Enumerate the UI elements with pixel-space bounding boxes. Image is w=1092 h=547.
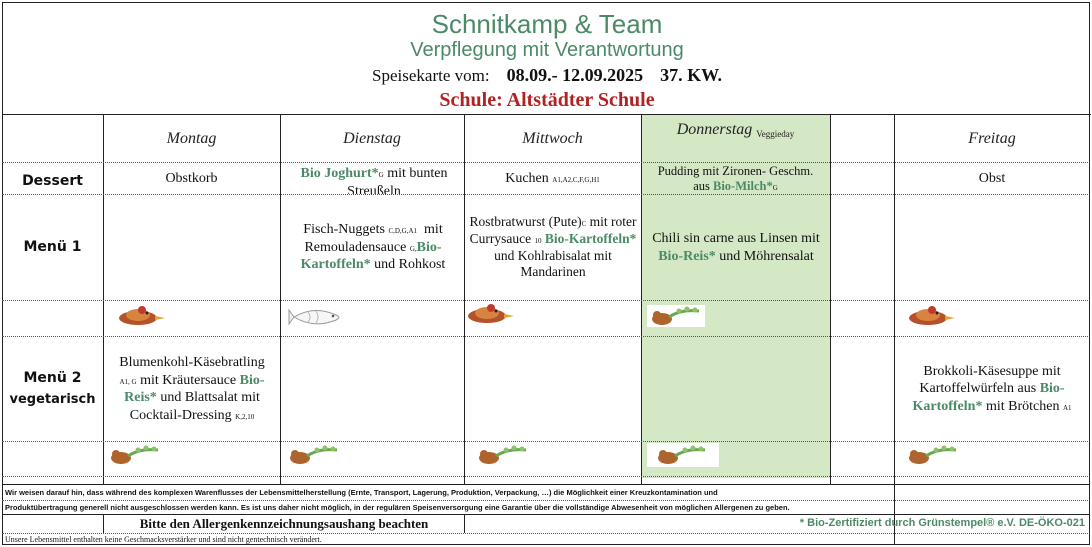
footer-disclaimer-1: Wir weisen darauf hin, dass während des komplexen Warenflusses der Lebensmittelherstellung (Ernte, Transport, Lagerung, Produktion, Verpackung, …) die Möglichkeit einer Kreuzkontamination und (5, 488, 718, 497)
day-header-wednesday: Mittwoch (522, 129, 583, 147)
veggie-animal-icon (655, 443, 711, 467)
menu1-thursday: Chili sin carne aus Linsen mit Bio-Reis* und Möhrensalat (652, 231, 820, 264)
footer-disclaimer-2: Produktübertragung generell nicht ausgeschlossen werden kann. Es ist uns daher nicht möglich, in der regulären Speisenversorgung eine Garantie über die vollständige Abwesenheit von möglichen Allergenen zu geben. (5, 503, 790, 512)
grid-line (2, 500, 1090, 501)
row-label-menu1: Menü 1 (23, 238, 82, 255)
grid-line (2, 484, 1090, 485)
grid-line (280, 114, 281, 484)
grid-line (464, 515, 465, 533)
company-name: Schnitkamp & Team (431, 9, 663, 39)
dessert-friday: Obst (978, 170, 1006, 186)
week-number: 37. KW. (660, 65, 722, 85)
dessert-wednesday: Kuchen A1,A2,C,F,G,H1 (505, 170, 600, 186)
veggie-animal-icon (649, 305, 705, 327)
chicken-icon (463, 299, 515, 325)
menu-label: Speisekarte vom: (372, 66, 490, 85)
grid-line (2, 476, 1090, 477)
veggie-animal-icon (906, 443, 962, 467)
bio-certification: * Bio-Zertifiziert durch Grünstempel® e.V. DE-ÖKO-021 (799, 517, 1085, 529)
day-header-thursday: Donnerstag Veggieday (676, 121, 795, 139)
dessert-tuesday: Bio Joghurt*G mit bunten Streußeln (300, 166, 448, 194)
veggie-animal-icon (287, 443, 343, 467)
day-header-friday: Freitag (968, 129, 1016, 147)
tagline: Verpflegung mit Verantwortung (410, 39, 684, 61)
header (3, 3, 1091, 115)
dessert-thursday: Pudding mit Zironen- Geschm. aus Bio-Milch*G (657, 163, 814, 193)
veggie-animal-icon (108, 443, 164, 467)
footer-note: Unsere Lebensmittel enthalten keine Geschmacksverstärker und sind nicht gentechnisch verändert. (5, 535, 322, 544)
menu1-tuesday: Fisch-Nuggets C,D,G,A1 mit Remouladensauce G,Bio-Kartoffeln* und Rohkost (300, 222, 446, 273)
allergen-notice: Bitte den Allergenkennzeichnungsaushang beachten (139, 516, 429, 531)
menu-dates (3, 65, 1091, 86)
grid-line (2, 533, 1090, 534)
school-name: Schule: Altstädter Schule (439, 89, 655, 111)
grid-line (830, 114, 831, 484)
menu2-monday: Blumenkohl-Käsebratling A1, G mit Kräutersauce Bio-Reis* und Blattsalat mit Cocktail-Dressing K,2,10 (119, 355, 265, 423)
fish-icon (288, 305, 348, 329)
menu1-wednesday: Rostbratwurst (Pute)C mit roter Currysauce 10 Bio-Kartoffeln* und Kohlrabisalat mit Mandarinen (469, 213, 637, 280)
chicken-icon (114, 301, 166, 327)
date-range: 08.09.- 12.09.2025 (506, 65, 644, 85)
veggieday-note: Veggieday (756, 128, 795, 139)
veggie-animal-icon (476, 443, 532, 467)
menu2-friday: Brokkoli-Käsesuppe mit Kartoffelwürfeln aus Bio-Kartoffeln* mit Brötchen A1 (912, 363, 1072, 414)
dessert-monday: Obstkorb (165, 170, 218, 186)
row-label-menu2: Menü 2 vegetarisch (9, 370, 96, 407)
grid-line (2, 441, 1090, 442)
chicken-icon (904, 301, 956, 327)
day-header-monday: Montag (166, 129, 217, 147)
row-label-dessert: Dessert (22, 173, 83, 190)
day-header-tuesday: Dienstag (343, 129, 401, 147)
